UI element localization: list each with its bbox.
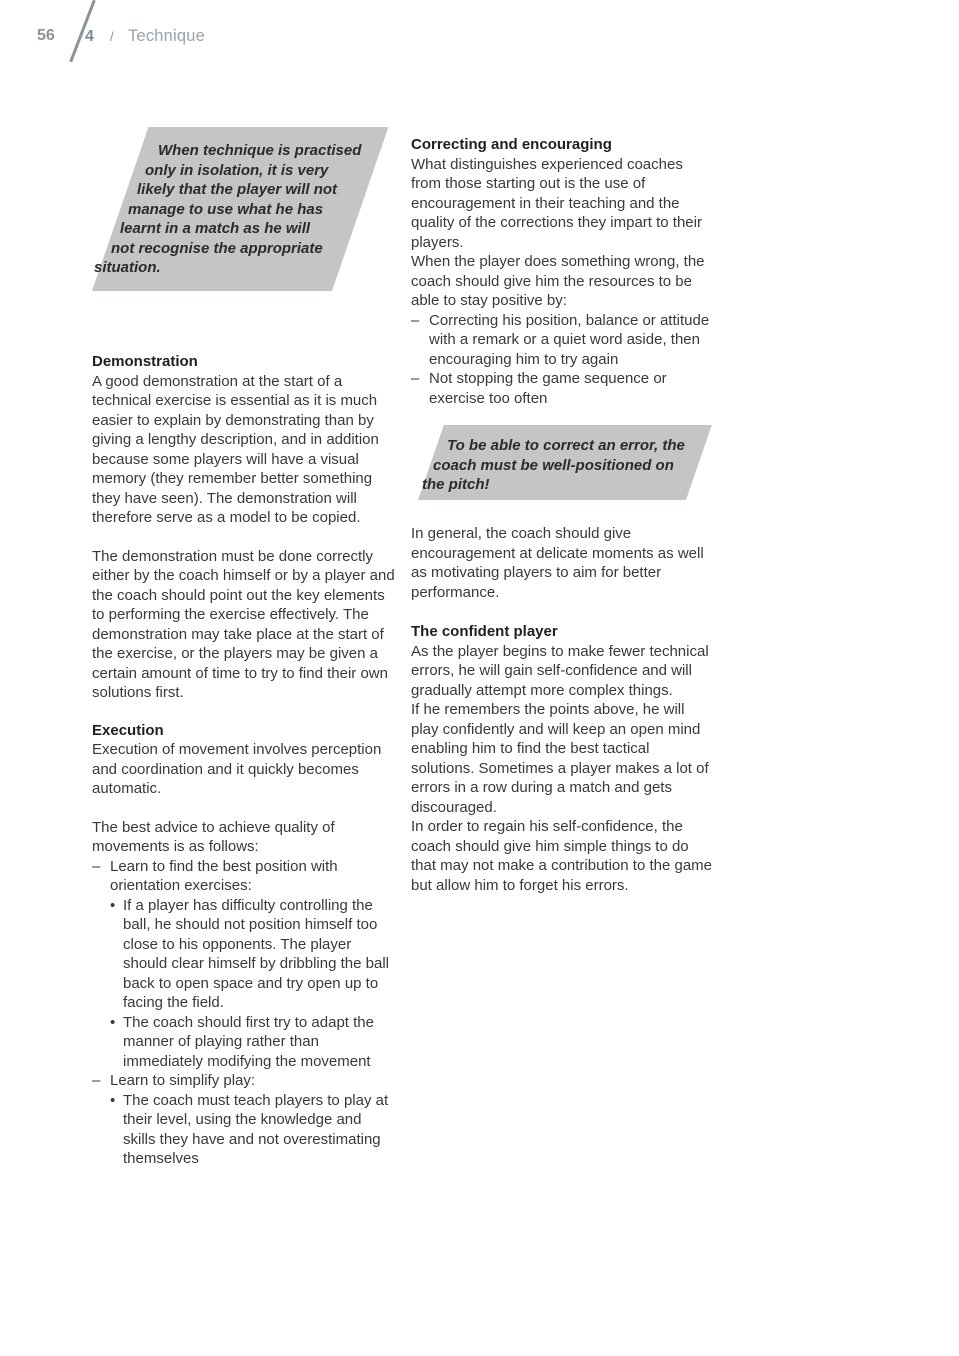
dash-marker: – [92,857,101,875]
paragraph: Execution of movement involves perception and coordination and it quickly becomes automatic. [92,741,382,797]
dash-item-text: Correcting his position, balance or attitude with a remark or a quiet word aside, then encouraging him to try again [429,311,710,368]
dash-item [92,857,396,896]
callout-line: When technique is practised [158,142,362,159]
bullet-item-text: The coach must teach players to play at their level, using the knowledge and skills they have and not overestimating themselves [123,1091,389,1167]
bullet-item-text: The coach should first try to adapt the manner of playing rather than immediately modifying the movement [123,1013,374,1070]
dash-item-text: Not stopping the game sequence or exercise too often [429,370,667,407]
callout-line: likely that the player will not [137,181,338,198]
correcting-list [411,311,715,409]
callout-line: situation. [94,259,161,276]
chapter-separator: / [110,29,114,44]
paragraph: In order to regain his self-confidence, the coach should give him simple things to do that may not make a contribution to the game but allow him to forget his errors. [411,818,713,894]
callout-line: only in isolation, it is very [145,161,329,179]
paragraph: A good demonstration at the start of a technical exercise is essential as it is much easier to explain by demonstrating than by giving a lengthy description, and in addition because some players will have a visual memory (they remember better something they have seen). The demonstration will therefore serve as a model to be copied. [92,372,379,526]
paragraph: What distinguishes experienced coaches from those starting out is the use of encouragement in their teaching and the quality of the corrections they impart to their players. [411,155,702,251]
paragraph: The best advice to achieve quality of movements is as follows: [92,818,335,855]
callout-text [411,425,715,495]
paragraph: As the player begins to make fewer technical errors, he will gain self-confidence and will gradually attempt more complex things. [411,642,709,699]
paragraph: If he remembers the points above, he will play confidently and will keep an open mind enabling him to find the best tactical solutions. Sometimes a player makes a lot of errors in a row during a match and gets discouraged. [411,701,709,816]
section-heading-demonstration: Demonstration [92,353,198,370]
paragraph: When the player does something wrong, the coach should give him the resources to be able to stay positive by: [411,253,705,309]
callout-line: manage to use what he has [128,200,324,218]
callout-line: learnt in a match as he will [120,220,311,237]
bullet-item [110,1091,396,1169]
paragraph: In general, the coach should give encouragement at delicate moments as well as motivating players to aim for better performance. [411,525,704,601]
dash-item-text: Learn to simplify play: [110,1072,256,1089]
bullet-marker: • [110,1091,116,1109]
callout-box-isolation [92,127,396,291]
dash-marker: – [411,311,420,329]
page-number: 56 [37,27,55,44]
callout-text [92,127,396,278]
dash-marker: – [92,1072,101,1089]
dash-item [411,369,715,408]
bullet-item [110,896,396,1013]
left-column [92,127,396,1169]
section-heading-confident-player: The confident player [411,623,558,640]
dash-item [411,311,715,370]
callout-line: coach must be well-positioned on [433,456,674,474]
dash-marker: – [411,370,420,387]
callout-line: not recognise the appropriate [111,239,323,257]
chapter-title: Technique [128,27,206,45]
chapter-number: 4 [85,28,94,45]
execution-list [92,857,396,1169]
right-column [411,135,715,895]
bullet-marker: • [110,896,116,914]
bullet-item-text: If a player has difficulty controlling the ball, he should not position himself too close to his opponents. The player should clear himself by dribbling the ball back to open space and try open up to facing the field. [123,896,389,1011]
dash-item [92,1071,396,1091]
callout-line: To be able to correct an error, the [447,437,685,454]
section-heading-execution: Execution [92,721,164,739]
paragraph: The demonstration must be done correctly either by the coach himself or by a player and the coach should point out the key elements to performing the exercise effectively. The demonstration may take place at the start of the exercise, or the players may be given a certain amount of time to try to find their own solutions first. [92,547,395,701]
bullet-item [110,1013,396,1072]
callout-line: the pitch! [422,476,490,493]
section-heading-correcting: Correcting and encouraging [411,136,612,153]
callout-box-positioning [411,425,715,500]
bullet-marker: • [110,1013,116,1031]
dash-item-text: Learn to find the best position with orientation exercises: [110,857,338,894]
